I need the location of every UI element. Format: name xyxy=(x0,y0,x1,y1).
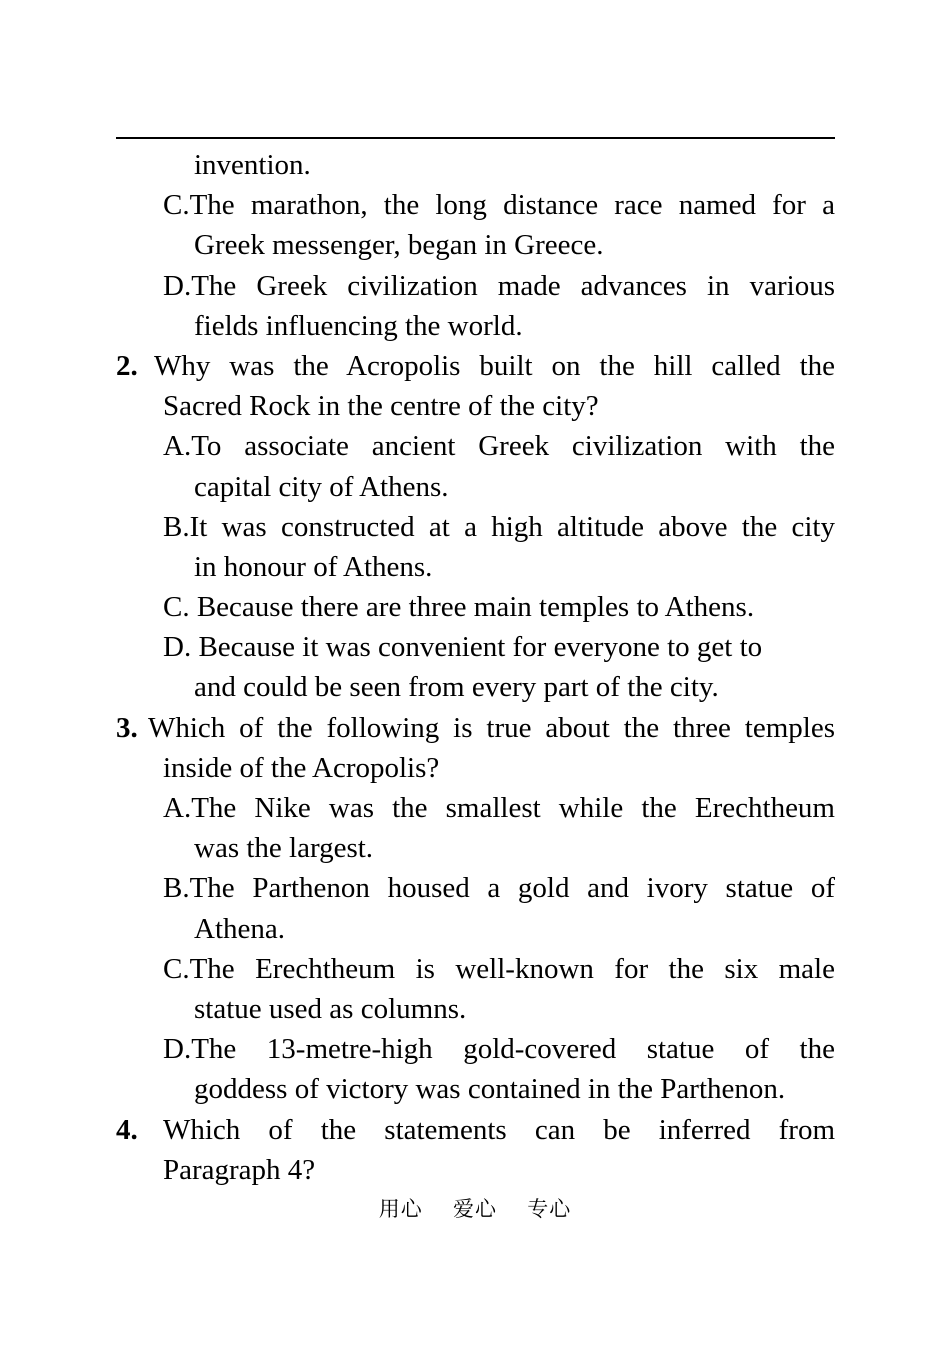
q3-option-b: B.The Parthenon housed a gold and ivory statue of xyxy=(163,872,835,905)
footer-motto-1: 用心 xyxy=(378,1197,423,1221)
question-text-continuation: Sacred Rock in the centre of the city? xyxy=(163,390,599,423)
question-number: 4. xyxy=(116,1113,138,1146)
option-text-continuation: was the largest. xyxy=(194,832,374,865)
question-2 xyxy=(116,346,835,386)
q1-option-d: D.The Greek civilization made advances in various xyxy=(163,269,835,302)
footer-motto-2: 爱心 xyxy=(453,1197,497,1221)
q2-option-a: A.To associate ancient Greek civilization with the xyxy=(163,430,835,463)
q3-option-c: C.The Erechtheum is well-known for the six male xyxy=(163,952,835,985)
header-rule xyxy=(116,137,835,139)
q3-option-a: A.The Nike was the smallest while the Erechtheum xyxy=(163,792,835,824)
q3-option-d: D.The 13-metre-high gold-covered statue of the xyxy=(163,1033,835,1066)
question-3 xyxy=(116,708,835,748)
option-text-continuation: invention. xyxy=(194,149,311,181)
footer-motto-3: 专心 xyxy=(527,1197,572,1221)
option-text-continuation: Athena. xyxy=(194,912,285,945)
page-footer xyxy=(0,1193,950,1223)
question-number: 2. xyxy=(116,349,138,382)
option-text-continuation: fields influencing the world. xyxy=(194,309,523,342)
option-text-continuation: statue used as columns. xyxy=(194,992,467,1025)
question-number: 3. xyxy=(116,711,138,744)
question-4 xyxy=(116,1110,835,1150)
q2-option-b: B.It was constructed at a high altitude above the city xyxy=(163,510,835,543)
option-text-continuation: capital city of Athens. xyxy=(194,470,449,503)
question-text: Which of the following is true about the three temples xyxy=(148,711,835,744)
question-text-continuation: Paragraph 4? xyxy=(163,1153,316,1186)
question-text: Which of the statements can be inferred from xyxy=(163,1113,835,1146)
document-body xyxy=(116,145,835,1190)
option-text-continuation: goddess of victory was contained in the Parthenon. xyxy=(194,1073,786,1106)
q2-option-d: D. Because it was convenient for everyone to get to xyxy=(163,631,763,664)
q1-option-c: C.The marathon, the long distance race named for a xyxy=(163,189,835,222)
question-text-continuation: inside of the Acropolis? xyxy=(163,751,440,784)
option-text-continuation: in honour of Athens. xyxy=(194,550,433,583)
question-text: Why was the Acropolis built on the hill called the xyxy=(154,349,835,382)
option-text-continuation: and could be seen from every part of the city. xyxy=(194,671,719,704)
q2-option-c: C. Because there are three main temples to Athens. xyxy=(163,591,755,624)
option-text-continuation: Greek messenger, began in Greece. xyxy=(194,229,604,262)
